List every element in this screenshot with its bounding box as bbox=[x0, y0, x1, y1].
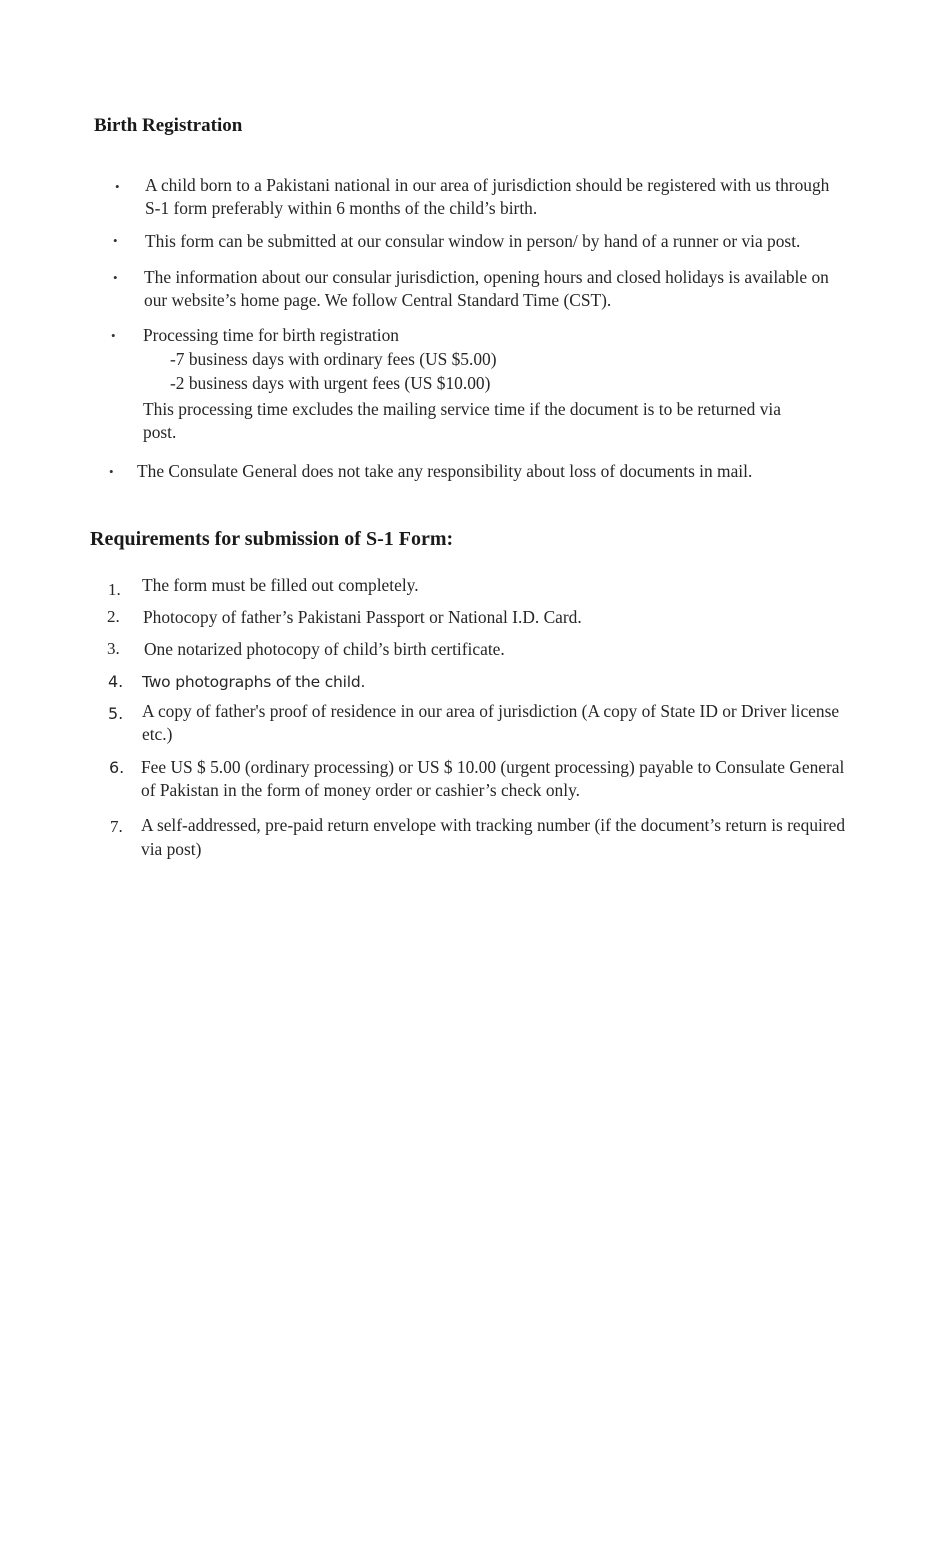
bullet-marker: • bbox=[109, 464, 114, 479]
bullet-1-line-1: A child born to a Pakistani national in our area of jurisdiction should be registered with us through bbox=[145, 175, 830, 195]
bullet-1-line-2: S-1 form preferably within 6 months of the child’s birth. bbox=[145, 198, 538, 218]
list-number: 6. bbox=[109, 758, 125, 777]
bullet-4-note-1: This processing time excludes the mailing service time if the document is to be returned via bbox=[143, 399, 781, 419]
list-number: 5. bbox=[108, 704, 124, 723]
bullet-marker: • bbox=[113, 233, 118, 248]
bullet-3-line-1: The information about our consular jurisdiction, opening hours and closed holidays is available on bbox=[144, 267, 829, 287]
bullet-2-line-1: This form can be submitted at our consular window in person/ by hand of a runner or via post. bbox=[145, 231, 801, 251]
list-number: 1. bbox=[108, 580, 121, 599]
bullet-marker: • bbox=[113, 270, 118, 285]
section-title-requirements: Requirements for submission of S-1 Form: bbox=[90, 528, 454, 550]
requirement-2-line-1: Photocopy of father’s Pakistani Passport or National I.D. Card. bbox=[143, 607, 582, 627]
bullet-4-sub-1: -7 business days with ordinary fees (US $5.00) bbox=[170, 349, 497, 369]
requirement-7-line-1: A self-addressed, pre-paid return envelope with tracking number (if the document’s return is required bbox=[141, 815, 846, 835]
requirement-5-line-1: A copy of father's proof of residence in our area of jurisdiction (A copy of State ID or Driver license bbox=[142, 701, 840, 721]
requirement-7-line-2: via post) bbox=[141, 839, 202, 859]
requirement-6-line-2: of Pakistan in the form of money order or cashier’s check only. bbox=[141, 780, 580, 800]
requirement-4-line-1: Two photographs of the child. bbox=[142, 673, 366, 691]
requirement-5-line-2: etc.) bbox=[142, 724, 173, 744]
section-title-birth-registration: Birth Registration bbox=[94, 115, 243, 136]
bullet-4-line-1: Processing time for birth registration bbox=[143, 325, 399, 345]
list-number: 4. bbox=[108, 672, 124, 691]
bullet-marker: • bbox=[111, 328, 116, 343]
requirement-3-line-1: One notarized photocopy of child’s birth certificate. bbox=[144, 639, 505, 659]
bullet-4-sub-2: -2 business days with urgent fees (US $10.00) bbox=[170, 373, 491, 393]
requirement-6-line-1: Fee US $ 5.00 (ordinary processing) or US $ 10.00 (urgent processing) payable to Consulate General bbox=[141, 757, 845, 777]
bullet-3-line-2: our website’s home page. We follow Central Standard Time (CST). bbox=[144, 290, 612, 310]
requirement-1-line-1: The form must be filled out completely. bbox=[142, 575, 419, 595]
list-number: 7. bbox=[110, 817, 123, 836]
bullet-4-note-2: post. bbox=[143, 422, 177, 442]
list-number: 2. bbox=[107, 607, 120, 626]
bullet-5-line-1: The Consulate General does not take any responsibility about loss of documents in mail. bbox=[137, 461, 753, 481]
bullet-marker: • bbox=[115, 179, 120, 194]
list-number: 3. bbox=[107, 639, 120, 658]
